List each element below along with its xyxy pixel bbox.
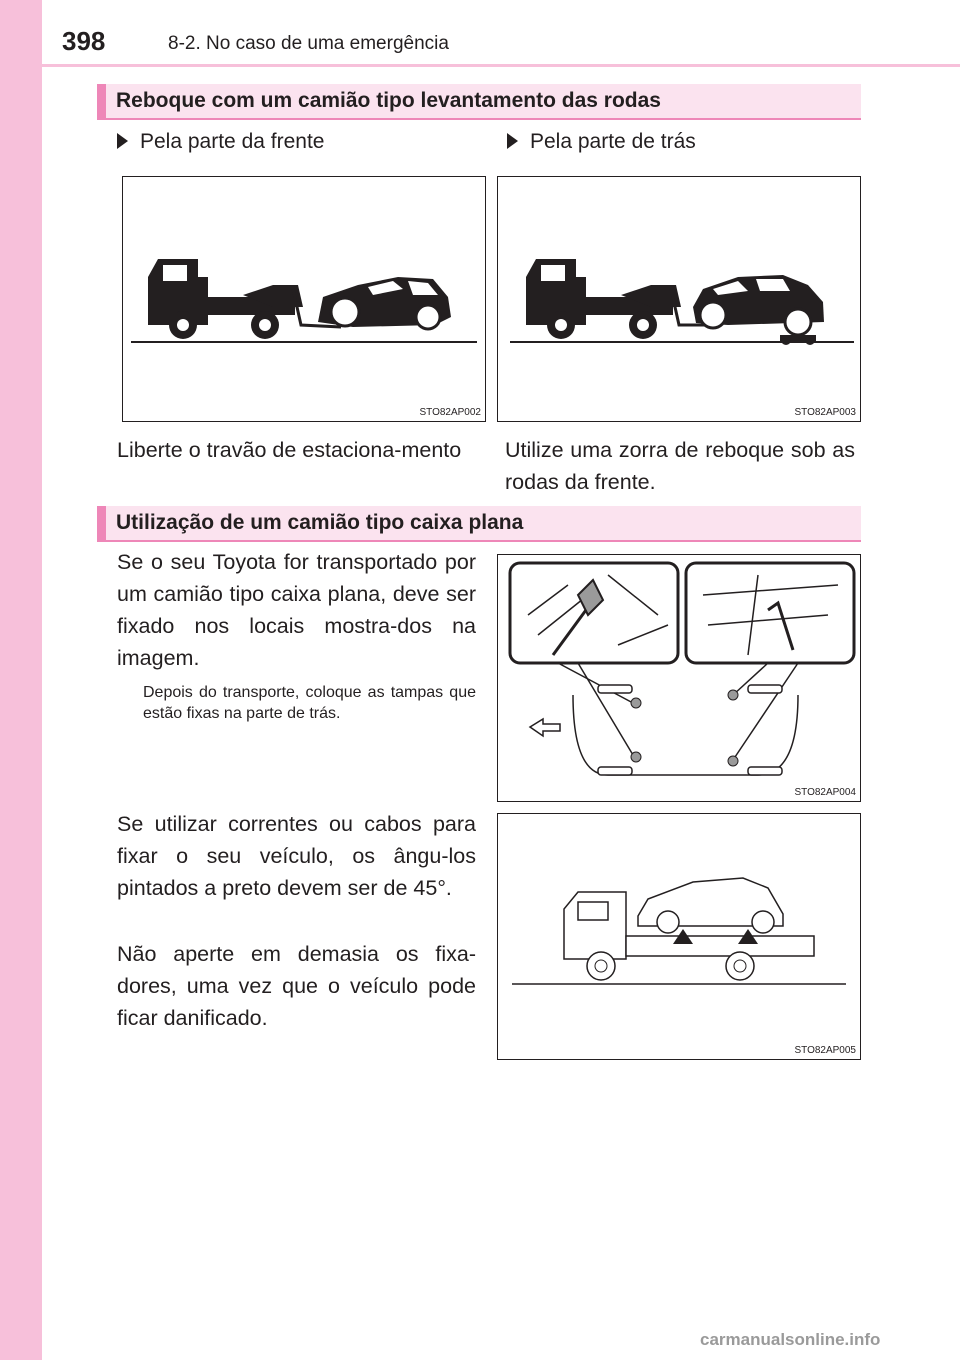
side-color-bar	[0, 0, 42, 1360]
figure-flatbed-truck	[497, 813, 861, 1060]
tow-truck-rear-illustration	[498, 177, 862, 423]
flatbed-truck-illustration	[498, 814, 862, 1061]
figure-rear-tow	[497, 176, 861, 422]
subtitle-rear	[507, 130, 696, 154]
figure-code: STO82AP003	[794, 407, 856, 418]
figure-front-tow	[122, 176, 486, 422]
section-heading-text: Reboque com um camião tipo levantamento das rodas	[116, 89, 661, 112]
section-heading-flatbed	[97, 506, 861, 542]
subtitle-front	[117, 130, 324, 154]
flatbed-paragraph-1: Se o seu Toyota for transportado por um camião tipo caixa plana, deve ser fixado nos locais mostra-dos na imagem.	[117, 550, 476, 670]
caption-rear: Utilize uma zorra de reboque sob as rodas da frente.	[505, 438, 855, 494]
arrow-bullet-icon	[117, 133, 128, 149]
flatbed-paragraph-2: Se utilizar correntes ou cabos para fixar o seu veículo, os ângu-los pintados a preto devem ser de 45°.	[117, 812, 476, 900]
figure-code: STO82AP002	[419, 407, 481, 418]
flatbed-note: Depois do transporte, coloque as tampas que estão fixas na parte de trás.	[143, 684, 476, 722]
section-heading-wheel-lift	[97, 84, 861, 120]
watermark-text: carmanualsonline.info	[700, 1330, 881, 1349]
arrow-bullet-icon	[507, 133, 518, 149]
tow-truck-front-illustration	[123, 177, 487, 423]
header-rule	[42, 64, 960, 67]
subtitle-front-text: Pela parte da frente	[140, 130, 325, 153]
section-reference: 8-2. No caso de uma emergência	[168, 33, 449, 54]
figure-code: STO82AP005	[794, 1045, 856, 1056]
caption-front: Liberte o travão de estaciona-mento	[117, 438, 462, 462]
figure-tie-down-points	[497, 554, 861, 802]
tie-down-points-illustration	[498, 555, 862, 803]
flatbed-paragraph-3: Não aperte em demasia os fixa-dores, uma vez que o veículo pode ficar danificado.	[117, 942, 476, 1030]
subtitle-rear-text: Pela parte de trás	[530, 130, 696, 153]
section-heading-text: Utilização de um camião tipo caixa plana	[116, 511, 524, 534]
figure-code: STO82AP004	[794, 787, 856, 798]
page-number: 398	[62, 26, 106, 56]
